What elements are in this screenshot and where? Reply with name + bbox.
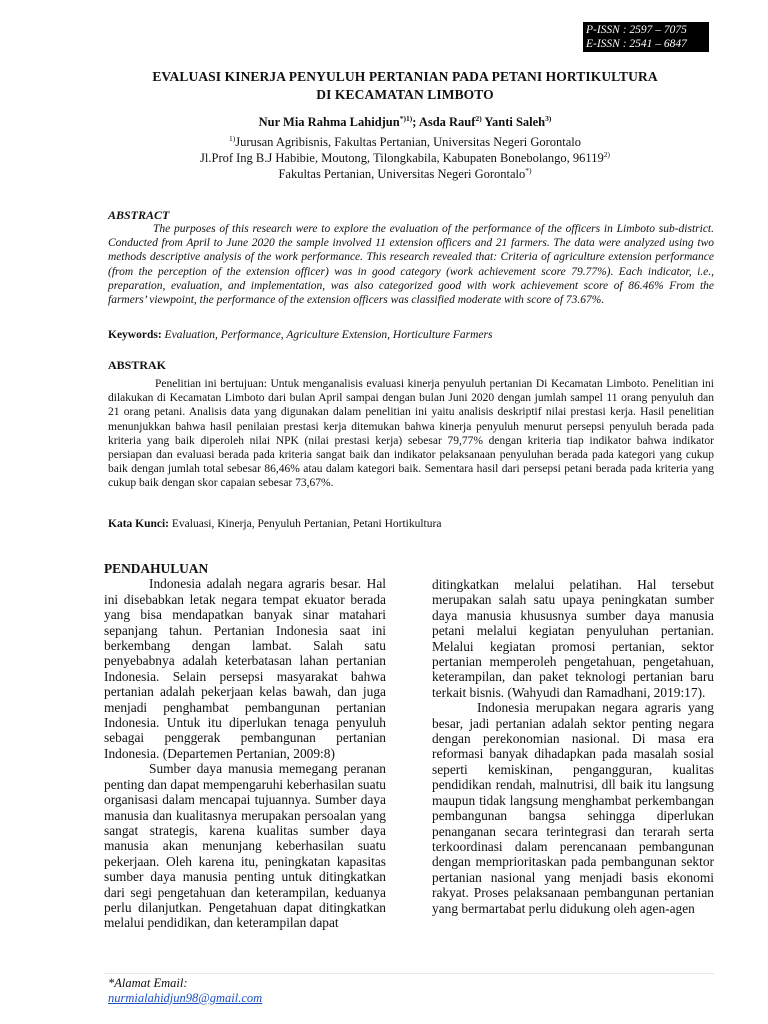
affiliation-3-sup: *) <box>525 166 532 175</box>
email-link[interactable]: nurmialahidjun98@gmail.com <box>108 991 263 1005</box>
affiliation-1-sup: 1) <box>228 134 236 143</box>
paragraph-left-2: Sumber daya manusia memegang peranan penting dan dapat mempengaruhi keberhasilan suatu organisasi dalam mencapai tujuannya. Sumber daya manusia dan kualitasnya merupakan persoalan yang sangat strategis, karena kualitas sumber daya manusia akan menunjang keberhasilan suatu pekerjaan. Oleh karena itu, peningkatan kapasitas sumber daya manusia penting untuk ditingkatkan dari segi pengetahuan dan keterampilan, keduanya perlu dilanjutkan. Pengetahuan dapat ditingkatkan melalui pendidikan, dan keterampilan dapat <box>104 761 386 931</box>
affiliation-2-text: Jl.Prof Ing B.J Habibie, Moutong, Tilongkabila, Kabupaten Bonebolango, 96119 <box>200 151 604 166</box>
kata-kunci-label: Kata Kunci: <box>108 518 170 530</box>
affiliation-3-text: Fakultas Pertanian, Universitas Negeri Gorontalo <box>278 167 526 182</box>
footnote <box>108 976 262 1006</box>
author-1-name: Nur Mia Rahma Lahidjun <box>258 115 400 130</box>
issn-box <box>583 22 709 52</box>
abstract-body: The purposes of this research were to explore the evaluation of the performance of the officers in Limboto sub-district. Conducted from April to June 2020 the sample involved 11 extension officers and 21 farmers. The data were analyzed using two methods descriptive analysis of the work performance. This research revealed that: Criteria of agriculture extension performance (from the perception of the extension officer) was in good category (work achievement score 79.77%). Each indicator, i.e., preparation, evaluation, and implementation, was also categorized good with work achievement score of 86.46% From the farmers’ viewpoint, the performance of the extension officers was classified moderate with score of 73.67%. <box>108 223 714 307</box>
email-label: *Alamat Email: <box>108 976 188 990</box>
body-column-left <box>104 561 386 931</box>
author-2-name: ; Asda Rauf <box>412 115 476 130</box>
kata-kunci-text: Evaluasi, Kinerja, Penyuluh Pertanian, Petani Hortikultura <box>169 518 442 530</box>
keywords-label: Keywords: <box>108 329 162 341</box>
keywords-text: Evaluation, Performance, Agriculture Extension, Horticulture Farmers <box>161 329 493 341</box>
abstrak-body: Penelitian ini bertujuan: Untuk menganalisis evaluasi kinerja penyuluh pertanian Di Kecamatan Limboto. Penelitian ini dilakukan di Kecamatan Limboto dari bulan April sampai dengan bulan Juni 2020 dengan jumlah sampel 11 orang penyuluh dan 21 orang petani. Analisis data yang digunakan dalam penelitian ini yaitu analisis deskriptif nilai prestasi kerja. Hasil penelitian menunjukkan bahwa hasil penilaian prestasi kerja ditemukan bahwa kinerja penyuluh menurut persepsi penyuluh berada pada kriteria yang baik diperoleh nilai NPK (nilai prestasi kerja) sebesar 79,77% dengan kriteria tiap indikator bahwa indikator persiapan dan evaluasi berada pada kriteria sangat baik dan indikator pelaksanaan penyuluhan berada pada kategori yang cukup baik dengan jumlah total sebesar 86,46% atau dalam kategori baik. Sementara hasil dari persepsi petani berada pada kriteria yang cukup baik dengan skor capaian sebesar 73,67%. <box>108 378 714 490</box>
affiliation-2-sup: 2) <box>603 150 610 159</box>
abstract-heading: ABSTRACT <box>108 208 170 222</box>
kata-kunci <box>108 518 714 530</box>
title-line-1: EVALUASI KINERJA PENYULUH PERTANIAN PADA PETANI HORTIKULTURA <box>152 69 658 84</box>
author-3-sup: 3) <box>545 114 552 123</box>
print-issn: P-ISSN : 2597 – 7075 <box>586 24 687 36</box>
affiliation-line-3 <box>60 163 750 182</box>
title-line-2: DI KECAMATAN LIMBOTO <box>316 87 494 102</box>
paper-title <box>60 68 750 104</box>
footnote-divider <box>104 973 714 974</box>
abstrak-heading: ABSTRAK <box>108 358 167 372</box>
author-3-name: Yanti Saleh <box>481 115 546 130</box>
keywords <box>108 329 714 341</box>
electronic-issn: E-ISSN : 2541 – 6847 <box>586 38 687 50</box>
body-column-right <box>432 577 714 916</box>
author-list <box>60 114 750 130</box>
paragraph-right-1: ditingkatkan melalui pelatihan. Hal tersebut merupakan salah satu upaya peningkatan sumber daya manusia khususnya sumber daya manusia petani melalui kegiatan penyuluhan pertanian. Melalui kegiatan promosi pertanian, sektor pertanian memperoleh pengetahuan, pengetahuan, keterampilan, dan paket teknologi pertanian baru terkait bisnis. (Wahyudi dan Ramadhani, 2019:17). <box>432 577 714 700</box>
paragraph-right-2: Indonesia merupakan negara agraris yang besar, jadi pertanian adalah sektor penting negara dengan perekonomian nasional. Di masa era reformasi banyak dihadapkan pada masalah sosial seperti kemiskinan, pengangguran, kualitas pendidikan rendah, malnutrisi, dll baik itu langsung maupun tidak langsung menghambat perkembangan pembangunan bangsa sehingga diperlukan penanganan secara terintegrasi dan terarah serta terkoordinasi dalam perencanaan pembangunan dengan memprioritaskan pada pembangunan sektor pertanian nasional yang menjadi basis ekonomi rakyat. Proses pelaksanaan pembangunan pertanian yang bermartabat perlu didukung oleh agen-agen <box>432 700 714 916</box>
author-2-sup: 2) <box>475 114 482 123</box>
paragraph-left-1: Indonesia adalah negara agraris besar. Hal ini disebabkan letak negara tempat ekuator berada yang bisa mendapatkan banyak sinar matahari sepanjang tahun. Pertanian Indonesia saat ini berkembang dengan lambat. Salah satu penyebabnya adalah keterbatasan lahan pertanian Indonesia. Selain persepsi masyarakat bahwa pertanian adalah pekerjaan kelas bawah, dan juga menjadi penghambat pembangunan pertanian Indonesia. Untuk itu diperlukan tenaga penyuluh sebagai penggerak pembangunan pertanian Indonesia. (Departemen Pertanian, 2009:8) <box>104 576 386 761</box>
section-heading-pendahuluan: PENDAHULUAN <box>104 561 209 576</box>
affiliation-1-text: Jurusan Agribisnis, Fakultas Pertanian, Universitas Negeri Gorontalo <box>235 135 582 150</box>
author-1-sup: *)1) <box>399 114 413 123</box>
